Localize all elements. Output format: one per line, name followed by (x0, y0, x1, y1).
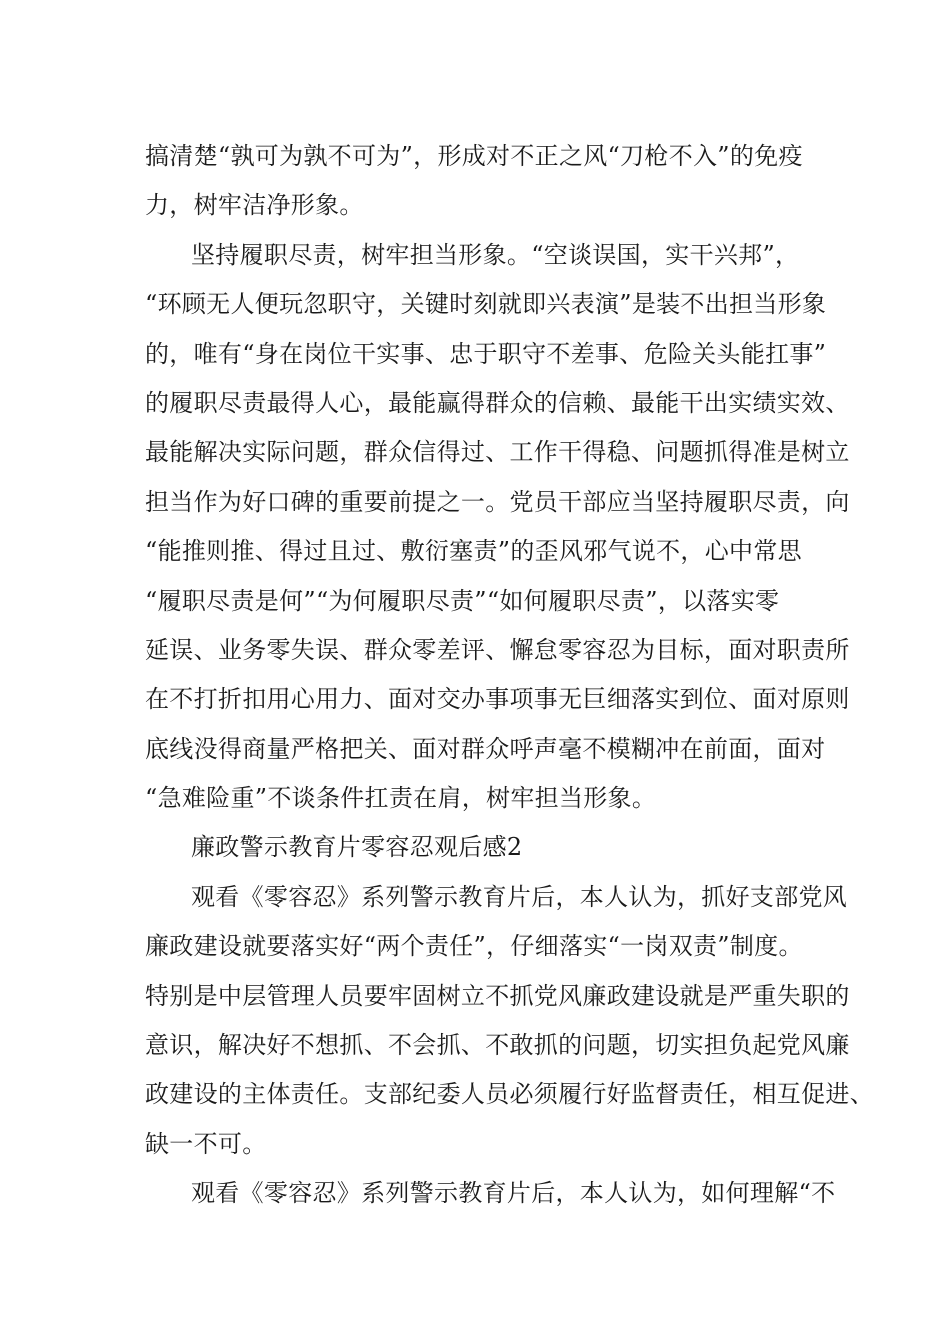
text-line-7: 最能解决实际问题，群众信得过、工作干得稳、问题抓得准是树立 (145, 438, 850, 467)
text-line-19: 意识，解决好不想抓、不会抓、不敢抓的问题，切实担负起党风廉 (145, 1031, 850, 1060)
text-line-22: 观看《零容忍》系列警示教育片后，本人认为，如何理解“不 (191, 1179, 836, 1208)
text-line-9: “能推则推、得过且过、敷衍塞责”的歪风邪气说不，心中常思 (145, 537, 802, 566)
section-heading: 廉政警示教育片零容忍观后感2 (191, 833, 523, 862)
text-line-21: 缺一不可。 (145, 1129, 267, 1158)
text-line-20: 政建设的主体责任。支部纪委人员必须履行好监督责任，相互促进、 (145, 1080, 874, 1109)
text-line-8: 担当作为好口碑的重要前提之一。党员干部应当坚持履职尽责，向 (145, 487, 850, 516)
text-line-12: 在不打折扣用心用力、面对交办事项事无巨细落实到位、面对原则 (145, 685, 850, 714)
text-line-17: 廉政建设就要落实好“两个责任”，仔细落实“一岗双责”制度。 (145, 932, 803, 961)
text-line-5: 的，唯有“身在岗位干实事、忠于职守不差事、危险关头能扛事” (145, 339, 827, 368)
text-line-1: 搞清楚“孰可为孰不可为”，形成对不正之风“刀枪不入”的免疫 (145, 142, 803, 170)
text-line-11: 延误、业务零失误、群众零差评、懈怠零容忍为目标，面对职责所 (145, 635, 850, 664)
text-line-14: “急难险重”不谈条件扛责在肩，树牢担当形象。 (145, 784, 657, 813)
text-line-4: “环顾无人便玩忽职守，关键时刻就即兴表演”是装不出担当形象 (145, 290, 827, 319)
text-line-16: 观看《零容忍》系列警示教育片后，本人认为，抓好支部党风 (191, 882, 848, 911)
text-line-10: “履职尽责是何”“为何履职尽责”“如何履职尽责”，以落实零 (145, 586, 780, 615)
text-line-2: 力，树牢洁净形象。 (145, 191, 364, 220)
document-body (145, 132, 874, 1219)
text-line-13: 底线没得商量严格把关、面对群众呼声毫不模糊冲在前面，面对 (145, 734, 826, 763)
text-line-18: 特别是中层管理人员要牢固树立不抓党风廉政建设就是严重失职的 (145, 981, 850, 1010)
text-line-6: 的履职尽责最得人心，最能赢得群众的信赖、最能干出实绩实效、 (145, 388, 850, 417)
text-line-3: 坚持履职尽责，树牢担当形象。“空谈误国，实干兴邦”， (191, 240, 800, 269)
